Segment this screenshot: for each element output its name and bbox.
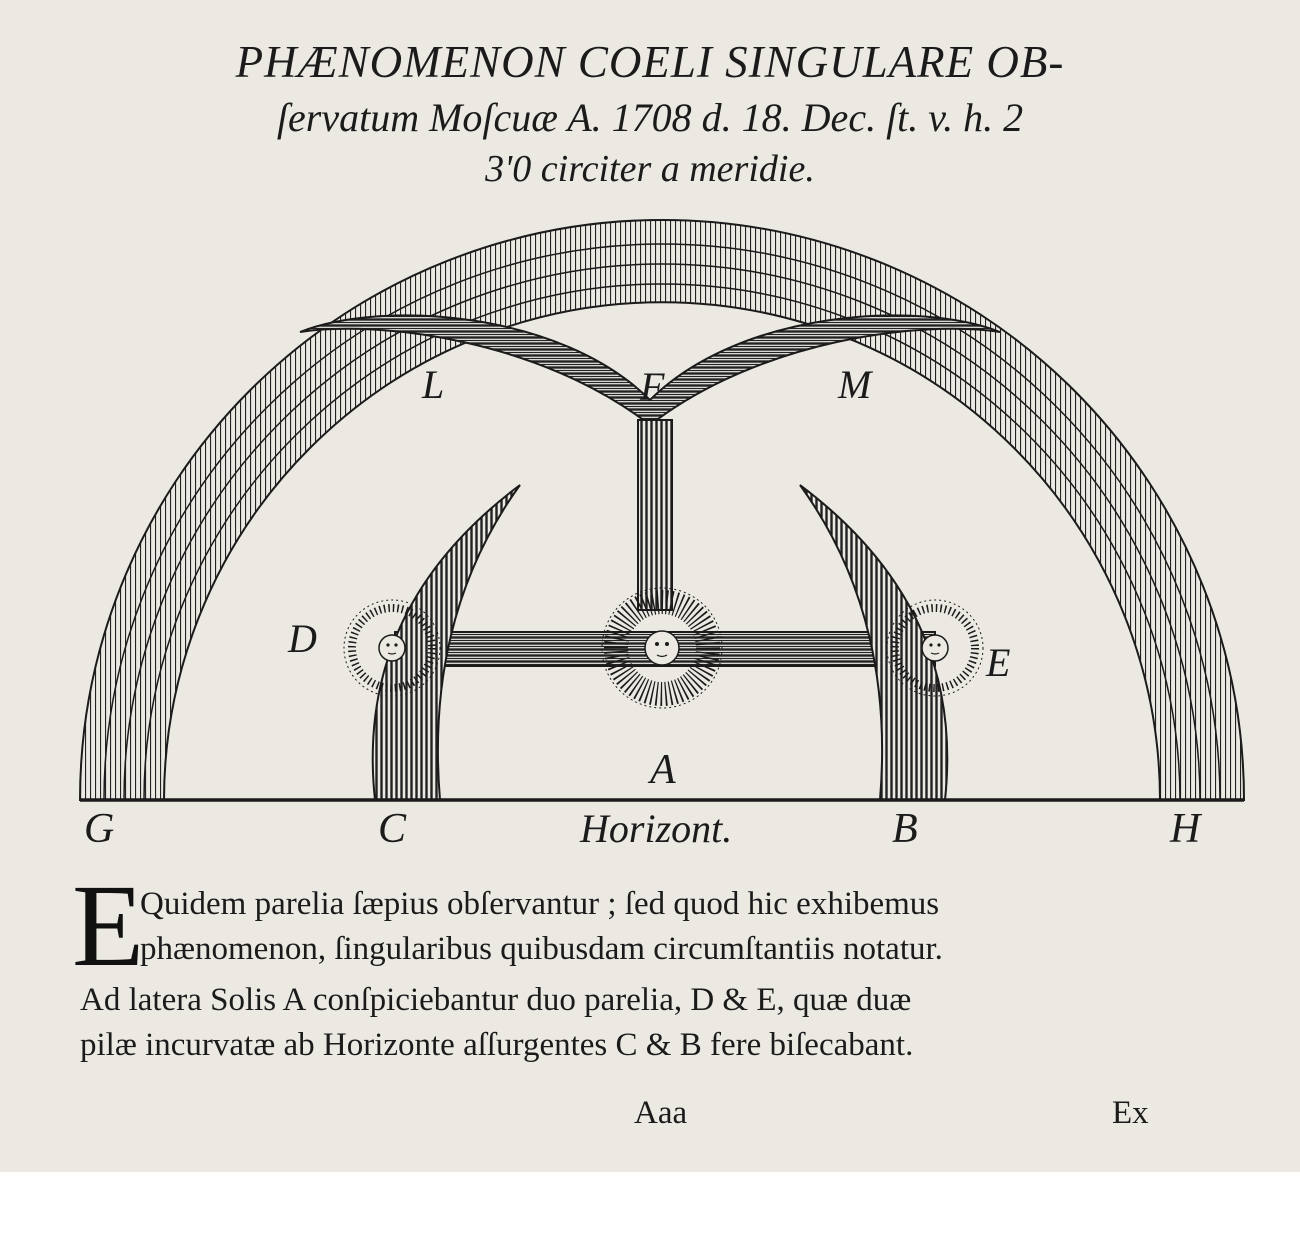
sun-A [602,588,722,708]
body-text-top [140,882,1180,972]
bottom-margin [0,1172,1300,1260]
body-line-3: Ad latera Solis A conſpiciebantur duo parelia, D & E, quæ duæ [80,982,912,1018]
body-line-2: phænomenon, ſingularibus quibusdam circumſtantiis notatur. [140,931,943,967]
label-F: F [640,364,665,409]
sun-pillar [638,420,672,610]
label-E: E [986,640,1011,685]
label-G: G [84,806,115,852]
heading-line-2: ſervatum Moſcuæ A. 1708 d. 18. Dec. ſt. v. h. 2 [276,95,1024,140]
body-text-bottom [80,978,913,1068]
heading-line-1: PHÆNOMENON COELI SINGULARE OB- [235,37,1065,87]
label-A: A [650,747,676,793]
label-B: B [892,806,918,852]
body-line-4: pilæ incurvatæ ab Horizonte aſſurgentes C & B fere biſecabant. [80,1027,914,1063]
label-H: H [1170,806,1201,852]
label-C: C [378,806,407,852]
horizon-label: Horizont. [580,806,733,851]
label-L: L [422,362,445,407]
drop-cap: E [72,860,145,991]
heading-line-3: 3'0 circiter a meridie. [485,148,815,190]
signature-mark: Aaa [634,1095,688,1131]
catchword: Ex [1112,1095,1149,1131]
label-D: D [288,616,317,661]
label-M: M [838,362,872,407]
body-line-1: Quidem parelia ſæpius obſervantur ; ſed quod hic exhibemus [140,886,940,922]
